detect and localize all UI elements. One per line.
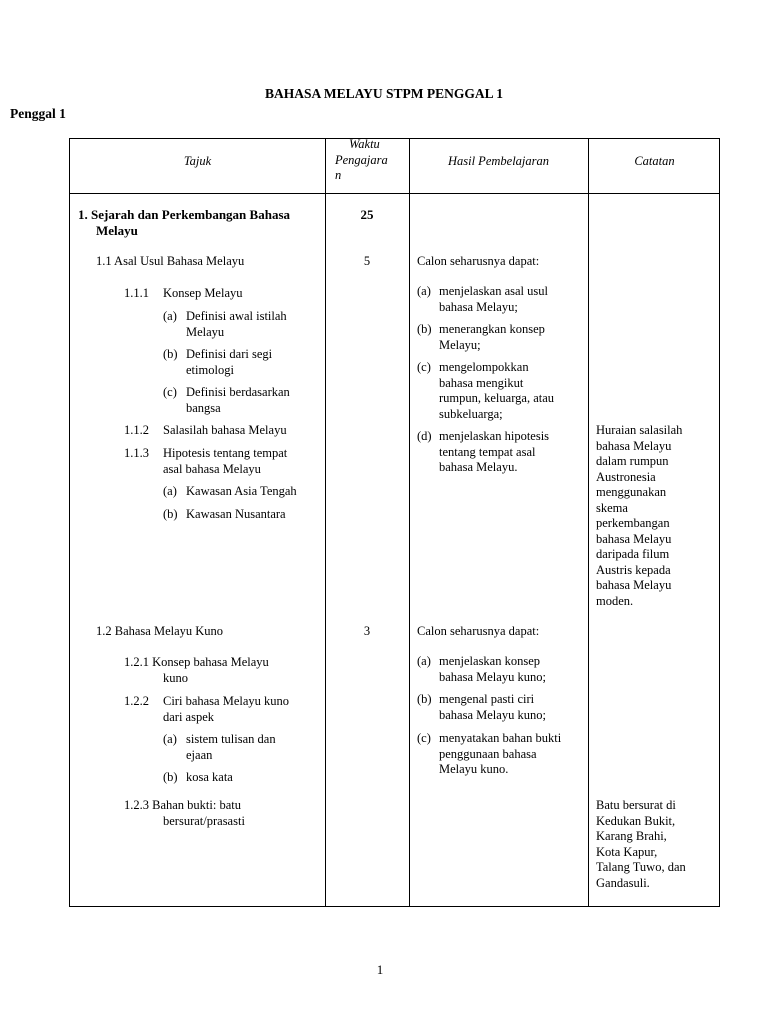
header-hasil-pembelajaran: Hasil Pembelajaran [447, 154, 550, 168]
header-divider [70, 193, 719, 194]
outcome-item: (b) mengenal pasti ciri bahasa Melayu kuno; [417, 692, 546, 722]
outcome-item: (c) mengelompokkan bahasa mengikut rumpun, keluarga, atau subkeluarga; [417, 360, 555, 421]
col-divider [409, 139, 410, 906]
topic-label: Salasilah bahasa Melayu [163, 423, 287, 437]
topic-label: Hipotesis tentang tempat asal bahasa Melayu [163, 446, 288, 476]
topic-number: 1.2.2 [124, 694, 149, 708]
outcome-item: (c) menyatakan bahan bukti penggunaan bahasa Melayu kuno. [417, 731, 562, 776]
outcome-item: (d) menjelaskan hipotesis tentang tempat asal bahasa Melayu. [417, 429, 550, 474]
subsection-label: 1.2 Bahasa Melayu Kuno [96, 624, 224, 638]
outcome-intro: Calon seharusnya dapat: [417, 624, 540, 638]
topic-item: 1.2.1 Konsep bahasa Melayu kuno [124, 655, 269, 685]
topic-label: Ciri bahasa Melayu kuno dari aspek [163, 694, 290, 724]
outcome-item: (a) menjelaskan konsep bahasa Melayu kuno; [417, 654, 546, 684]
subtopic-item: (b) Kawasan Nusantara [163, 507, 286, 521]
col-divider [588, 139, 589, 906]
subtopic-item: (b) kosa kata [163, 770, 233, 784]
header-waktu: Waktu Pengajara n [335, 137, 388, 182]
catatan-note: Huraian salasilah bahasa Melayu dalam rumpun Austronesia menggunakan skema perkembangan bahasa Melayu daripada filum Austris kepada bahasa Melayu moden. [596, 423, 683, 608]
subsection-hours: 3 [363, 624, 371, 638]
subtopic-item: (a) Kawasan Asia Tengah [163, 484, 297, 498]
catatan-note: Batu bersurat di Kedukan Bukit, Karang Brahi, Kota Kapur, Talang Tuwo, dan Gandasuli. [596, 798, 686, 890]
section-heading: 1. Sejarah dan Perkembangan Bahasa Melayu [78, 207, 290, 238]
subtopic-item: (c) Definisi berdasarkan bangsa [163, 385, 290, 415]
subtopic-item: (b) Definisi dari segi etimologi [163, 347, 273, 377]
penggal-label: Penggal 1 [10, 106, 66, 121]
subtopic-item: (a) Definisi awal istilah Melayu [163, 309, 287, 339]
page-number: 1 [376, 962, 384, 977]
outcome-item: (a) menjelaskan asal usul bahasa Melayu; [417, 284, 548, 314]
header-tajuk: Tajuk [183, 154, 212, 168]
header-catatan: Catatan [634, 154, 675, 168]
topic-number: 1.1.1 [124, 286, 149, 300]
subsection-label: 1.1 Asal Usul Bahasa Melayu [96, 254, 245, 268]
topic-item: 1.2.3 Bahan bukti: batu bersurat/prasasti [124, 798, 245, 828]
document-title: BAHASA MELAYU STPM PENGGAL 1 [264, 86, 504, 101]
section-hours: 25 [360, 207, 374, 222]
outcome-item: (b) menerangkan konsep Melayu; [417, 322, 545, 352]
outcome-intro: Calon seharusnya dapat: [417, 254, 540, 268]
subtopic-item: (a) sistem tulisan dan ejaan [163, 732, 276, 762]
subsection-hours: 5 [363, 254, 371, 268]
topic-label: Konsep Melayu [163, 286, 243, 300]
topic-number: 1.1.2 [124, 423, 149, 437]
topic-number: 1.1.3 [124, 446, 149, 460]
